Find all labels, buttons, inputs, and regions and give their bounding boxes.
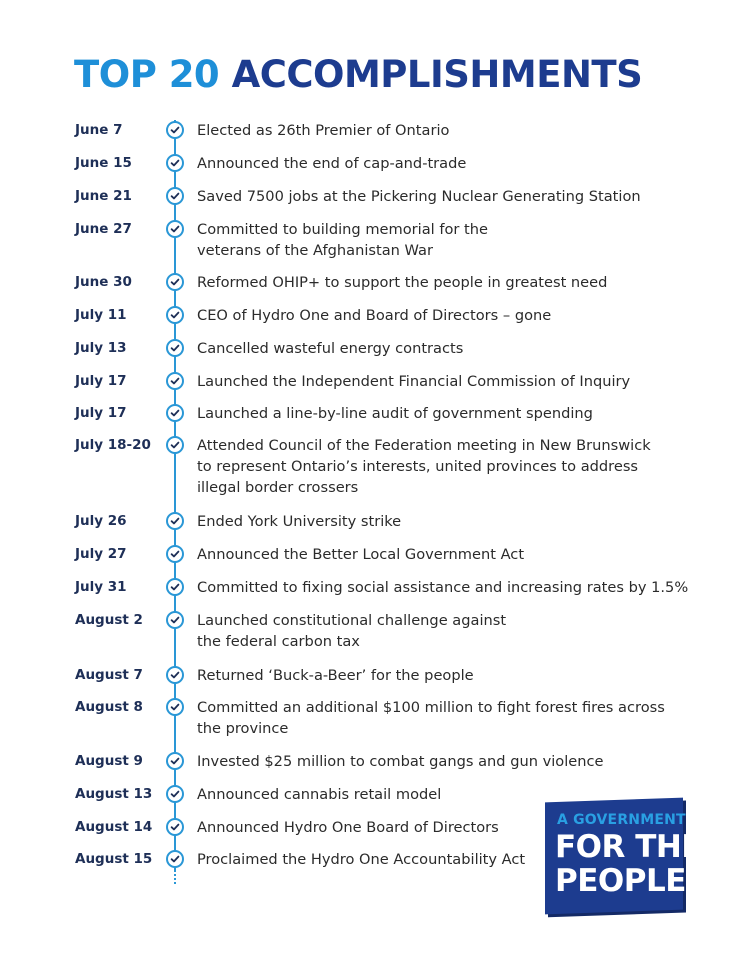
entry-date: July 13 — [75, 340, 127, 356]
logo-line2: FOR THE — [555, 829, 702, 865]
entry-text-line: Launched constitutional challenge against — [197, 612, 507, 629]
entry-date: July 18-20 — [75, 437, 151, 453]
entry-text — [197, 511, 401, 532]
check-circle-icon — [166, 187, 184, 205]
entry-text-line: Invested $25 million to combat gangs and gun violence — [197, 753, 604, 770]
entry-text — [197, 186, 641, 207]
entry-text-line: Reformed OHIP+ to support the people in greatest need — [197, 274, 608, 291]
entry-date: July 26 — [75, 513, 127, 529]
entry-text-line: Saved 7500 jobs at the Pickering Nuclear Generating Station — [197, 188, 641, 205]
entry-text-line: the federal carbon tax — [197, 633, 360, 650]
check-circle-icon — [166, 436, 184, 454]
check-circle-icon — [166, 306, 184, 324]
entry-date: August 2 — [75, 612, 143, 628]
entry-text — [197, 219, 488, 261]
entry-date: July 11 — [75, 307, 127, 323]
check-circle-icon — [166, 785, 184, 803]
entry-date: August 15 — [75, 851, 153, 867]
entry-text-line: Launched the Independent Financial Commission of Inquiry — [197, 373, 631, 390]
check-circle-icon — [166, 578, 184, 596]
check-circle-icon — [166, 154, 184, 172]
entry-text — [197, 153, 466, 174]
entry-date: August 8 — [75, 699, 143, 715]
entry-date: August 14 — [75, 819, 153, 835]
entry-text — [197, 120, 449, 141]
entry-date: June 15 — [75, 155, 132, 171]
entry-date: June 27 — [75, 221, 132, 237]
entry-text-line: Launched a line-by-line audit of government spending — [197, 405, 593, 422]
entry-text — [197, 305, 551, 326]
entry-text-line: Attended Council of the Federation meeting in New Brunswick — [197, 437, 651, 454]
entry-text-line: Proclaimed the Hydro One Accountability Act — [197, 851, 526, 868]
entry-text-line: Announced Hydro One Board of Directors — [197, 819, 499, 836]
check-circle-icon — [166, 273, 184, 291]
entry-text — [197, 272, 607, 293]
entry-date: August 7 — [75, 667, 143, 683]
entry-text-line: Elected as 26th Premier of Ontario — [197, 122, 450, 139]
check-circle-icon — [166, 404, 184, 422]
check-circle-icon — [166, 512, 184, 530]
check-circle-icon — [166, 220, 184, 238]
entry-text — [197, 403, 593, 424]
check-circle-icon — [166, 545, 184, 563]
entry-text — [197, 338, 463, 359]
entry-text — [197, 435, 651, 498]
entry-text-line: Announced the Better Local Government Act — [197, 546, 525, 563]
entry-date: June 30 — [75, 274, 132, 290]
entry-text — [197, 610, 506, 652]
check-circle-icon — [166, 818, 184, 836]
entry-text — [197, 849, 525, 870]
entry-date: July 31 — [75, 579, 127, 595]
entry-text — [197, 544, 524, 565]
entry-text — [197, 817, 499, 838]
entry-text-line: Ended York University strike — [197, 513, 402, 530]
entry-date: June 7 — [75, 122, 123, 138]
entry-text-line: Committed to building memorial for the — [197, 221, 488, 238]
entry-date: August 13 — [75, 786, 153, 802]
entry-text-line: Committed an additional $100 million to fight forest fires across — [197, 699, 665, 716]
check-circle-icon — [166, 121, 184, 139]
check-circle-icon — [166, 666, 184, 684]
entry-text-line: Announced the end of cap-and-trade — [197, 155, 467, 172]
title-part1: TOP 20 — [74, 53, 220, 96]
check-circle-icon — [166, 611, 184, 629]
entry-text-line: CEO of Hydro One and Board of Directors – gone — [197, 307, 552, 324]
check-circle-icon — [166, 850, 184, 868]
entry-date: July 17 — [75, 405, 127, 421]
entry-text — [197, 784, 441, 805]
entry-text — [197, 577, 688, 598]
entry-text-line: the province — [197, 720, 289, 737]
entry-text-line: Returned ‘Buck-a-Beer’ for the people — [197, 667, 474, 684]
title-part2: ACCOMPLISHMENTS — [231, 53, 643, 96]
entry-date: July 17 — [75, 373, 127, 389]
check-circle-icon — [166, 372, 184, 390]
check-circle-icon — [166, 339, 184, 357]
check-circle-icon — [166, 698, 184, 716]
entry-text — [197, 371, 630, 392]
entry-text-line: veterans of the Afghanistan War — [197, 242, 434, 259]
entry-text-line: to represent Ontario’s interests, united provinces to address — [197, 458, 639, 475]
entry-date: August 9 — [75, 753, 143, 769]
entry-text-line: Committed to fixing social assistance and increasing rates by 1.5% — [197, 579, 689, 596]
logo-line1: A GOVERNMENT — [557, 812, 686, 828]
entry-date: July 27 — [75, 546, 127, 562]
entry-text-line: Announced cannabis retail model — [197, 786, 442, 803]
entry-text-line: Cancelled wasteful energy contracts — [197, 340, 464, 357]
entry-text — [197, 697, 665, 739]
entry-text-line: illegal border crossers — [197, 479, 359, 496]
logo-line3: PEOPLE — [555, 863, 686, 899]
government-logo — [545, 800, 702, 912]
check-circle-icon — [166, 752, 184, 770]
page-title — [74, 50, 642, 100]
entry-text — [197, 751, 604, 772]
entry-date: June 21 — [75, 188, 132, 204]
entry-text — [197, 665, 474, 686]
